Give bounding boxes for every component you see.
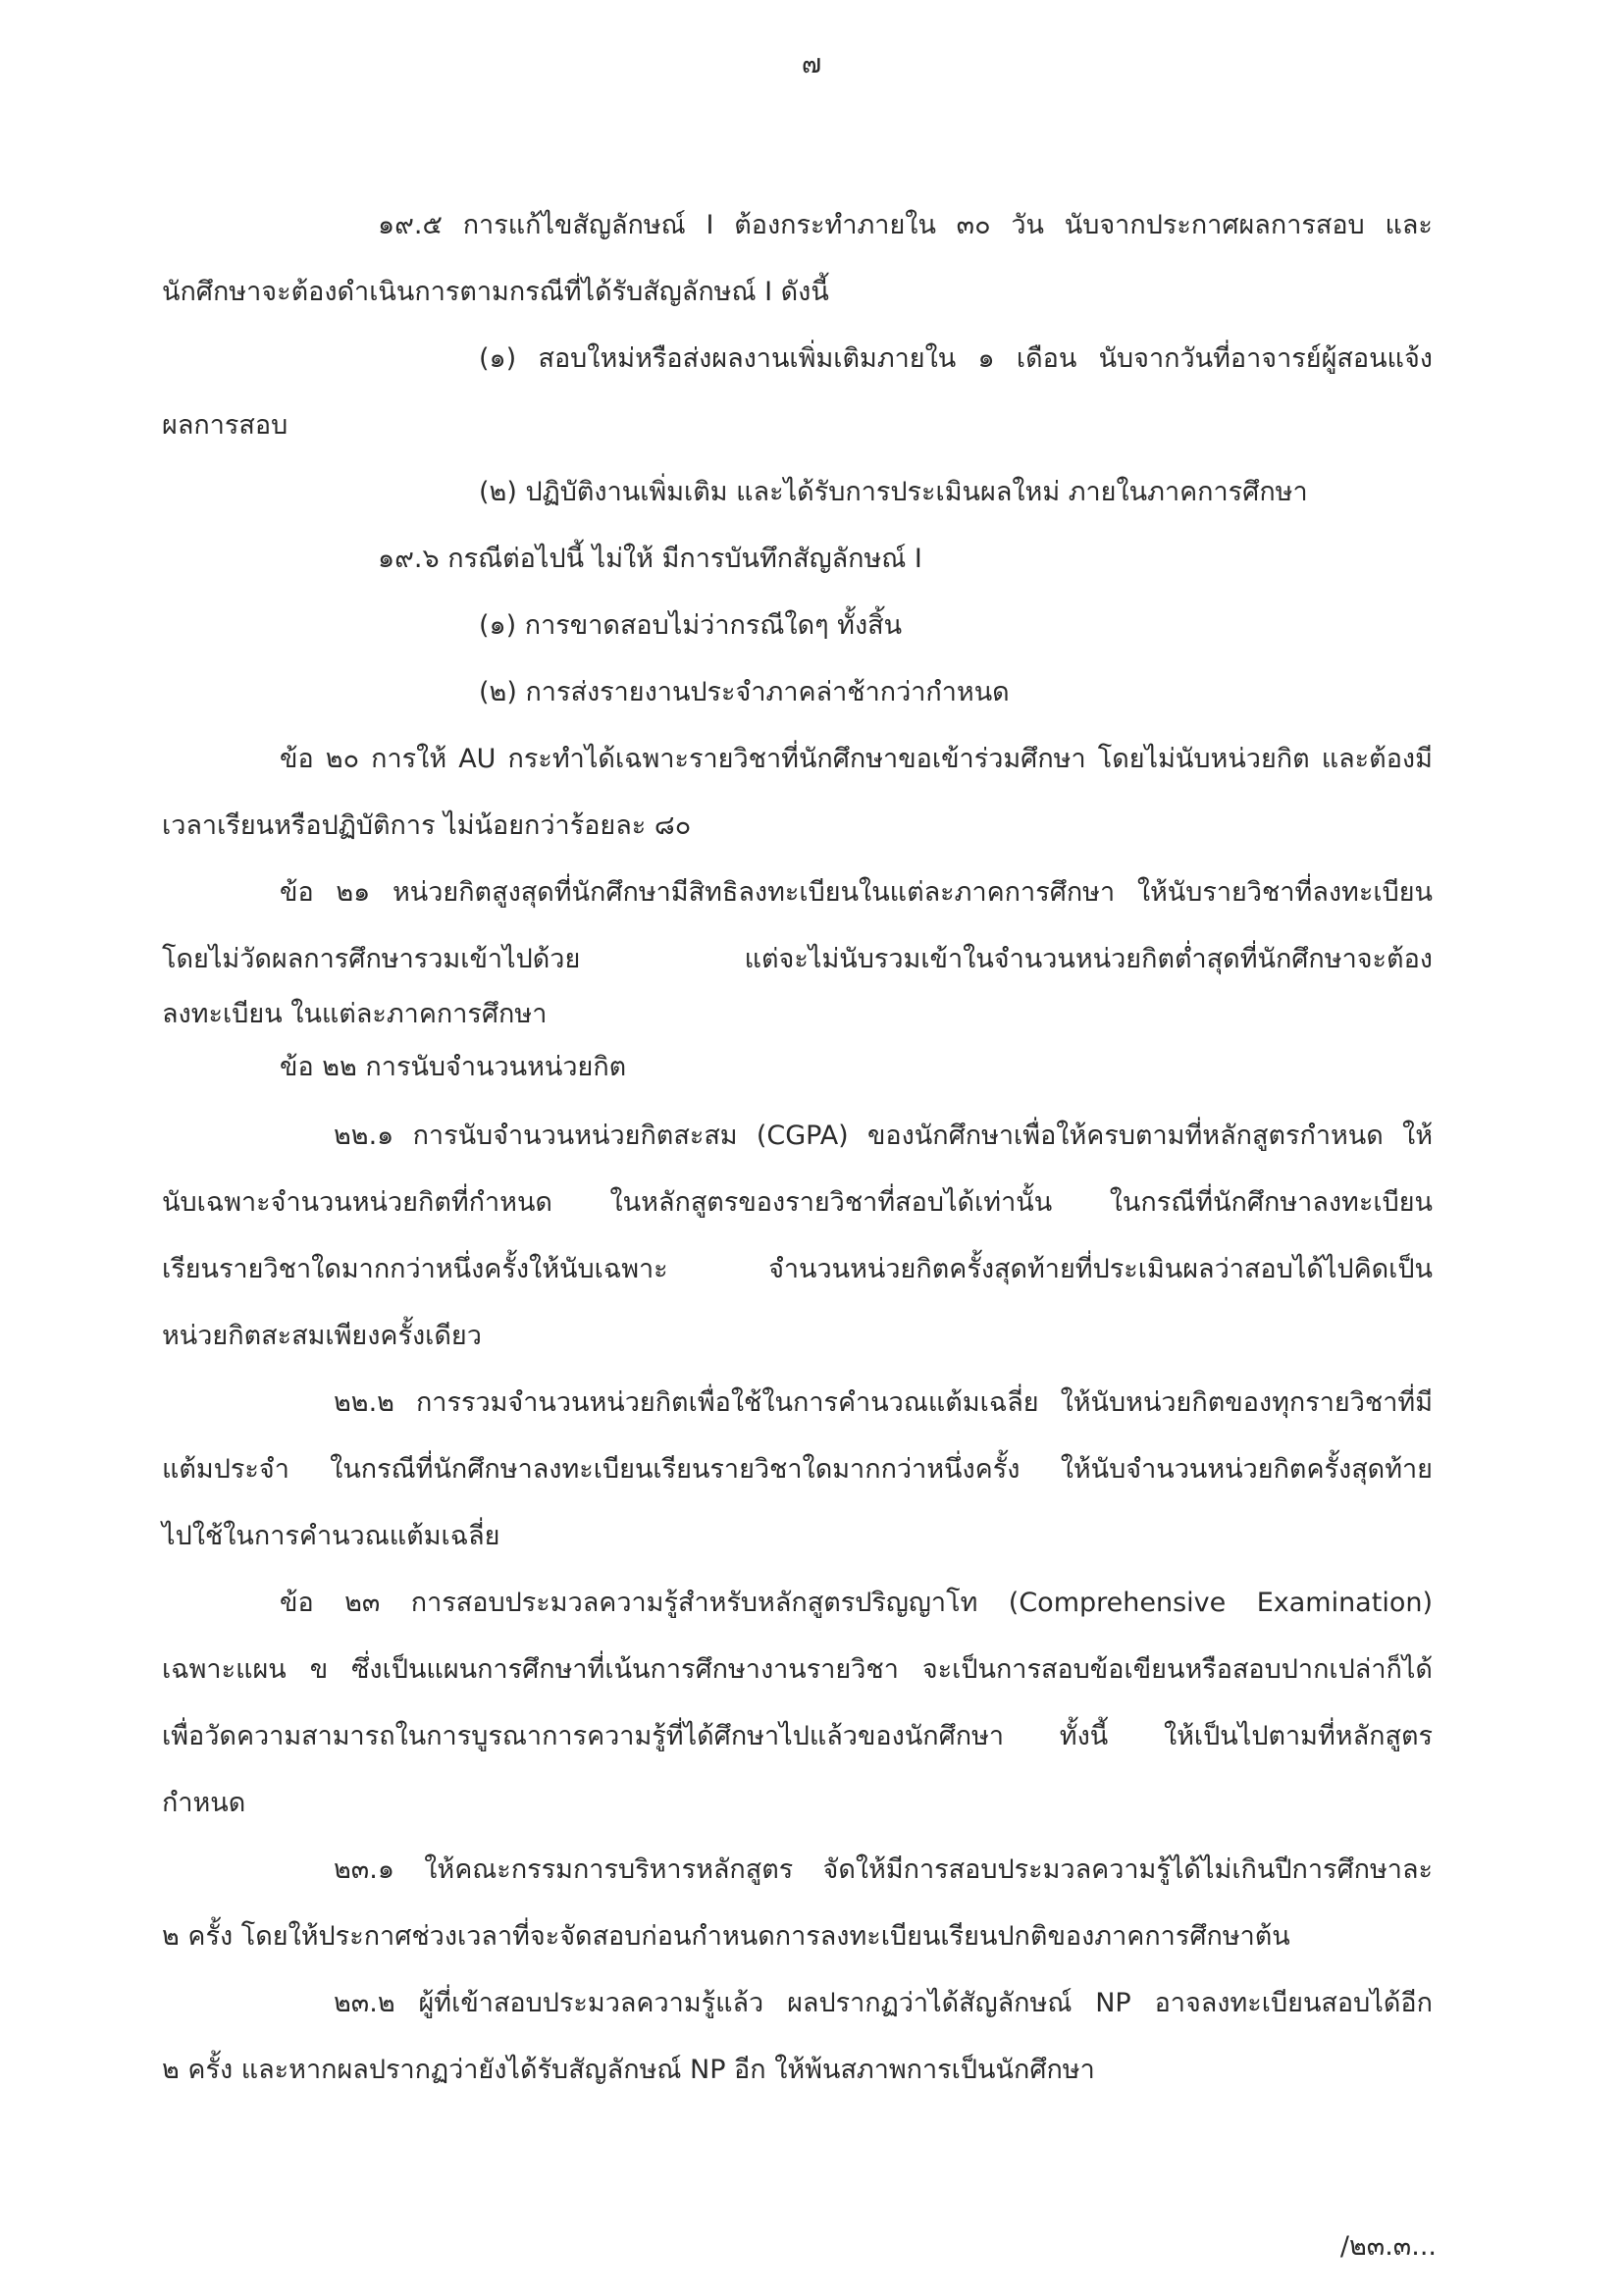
- text-word: และ: [1385, 210, 1433, 240]
- text-word: โดยไม่วัดผลการศึกษารวมเข้าไปด้วย: [162, 944, 581, 974]
- text-line: (๑) การขาดสอบไม่ว่ากรณีใดๆ ทั้งสิ้น: [479, 610, 903, 641]
- text-word: ให้: [1402, 1121, 1433, 1151]
- text-line: [0, 206, 1433, 249]
- text-word: ให้คณะกรรมการบริหารหลักสูตร: [424, 1854, 794, 1885]
- text-line: ลงทะเบียน ในแต่ละภาคการศึกษา: [162, 999, 548, 1029]
- text-word: นับเฉพาะจำนวนหน่วยกิตที่กำหนด: [162, 1187, 552, 1218]
- text-word: ๒๐: [325, 744, 360, 774]
- text-line: (๒) การส่งรายงานประจำภาคล่าช้ากว่ากำหนด: [479, 677, 1010, 707]
- continuation-reference: /๒๓.๓...: [1339, 2231, 1437, 2262]
- text-line: ๑๙.๖ กรณีต่อไปนี้ ไม่ให้ มีการบันทึกสัญลักษณ์ I: [378, 544, 922, 574]
- text-word: ข้อ: [280, 877, 314, 908]
- text-word: ผลปรากฏว่าได้สัญลักษณ์: [787, 1988, 1073, 2018]
- text-line: [0, 1717, 1433, 1760]
- text-word: ผู้ที่เข้าสอบประมวลความรู้แล้ว: [418, 1988, 764, 2018]
- text-word: การสอบประมวลความรู้สำหรับหลักสูตรปริญญาโท: [410, 1588, 978, 1618]
- text-line: หน่วยกิตสะสมเพียงครั้งเดียว: [162, 1321, 482, 1351]
- text-word: การรวมจำนวนหน่วยกิตเพื่อใช้ในการคำนวณแต้มเฉลี่ย: [415, 1387, 1039, 1418]
- text-word: ให้นับรายวิชาที่ลงทะเบียน: [1136, 877, 1433, 908]
- text-line: [0, 1450, 1433, 1493]
- text-word: ๑๙.๕: [378, 210, 443, 240]
- text-word: Examination): [1256, 1588, 1433, 1618]
- text-line: ๒ ครั้ง โดยให้ประกาศช่วงเวลาที่จะจัดสอบก่อนกำหนดการลงทะเบียนเรียนปกติของภาคการศึกษาต้น: [162, 1921, 1290, 1952]
- text-word: จำนวนหน่วยกิตครั้งสุดท้ายที่ประเมินผลว่าสอบได้ไปคิดเป็น: [768, 1254, 1433, 1284]
- text-line: ข้อ ๒๒ การนับจำนวนหน่วยกิต: [280, 1052, 627, 1082]
- text-line: [0, 1383, 1433, 1427]
- text-word: ทั้งนี้: [1059, 1721, 1109, 1751]
- text-word: ของนักศึกษาเพื่อให้ครบตามที่หลักสูตรกำหนด: [866, 1121, 1384, 1151]
- text-word: (๑): [479, 343, 517, 374]
- text-line: ไปใช้ในการคำนวณแต้มเฉลี่ย: [162, 1521, 500, 1551]
- text-word: ข: [309, 1654, 329, 1685]
- text-line: [0, 740, 1433, 783]
- text-word: โดยไม่นับหน่วยกิต: [1097, 744, 1310, 774]
- text-word: จะเป็นการสอบข้อเขียนหรือสอบปากเปล่าก็ได้: [921, 1654, 1433, 1685]
- text-word: และต้องมี: [1321, 744, 1433, 774]
- text-word: เฉพาะแผน: [162, 1654, 287, 1685]
- text-line: [0, 1650, 1433, 1694]
- text-line: ๒ ครั้ง และหากผลปรากฏว่ายังได้รับสัญลักษณ์ NP อีก ให้พ้นสภาพการเป็นนักศึกษา: [162, 2055, 1095, 2085]
- text-word: (CGPA): [756, 1121, 849, 1151]
- text-word: เดือน: [1016, 343, 1077, 374]
- text-line: กำหนด: [162, 1788, 246, 1818]
- text-word: จัดให้มีการสอบประมวลความรู้ได้ไม่เกินปีการศึกษาละ: [822, 1854, 1433, 1885]
- text-word: เรียนรายวิชาใดมากกว่าหนึ่งครั้งให้นับเฉพาะ: [162, 1254, 668, 1284]
- text-word: นับจากประกาศผลการสอบ: [1064, 210, 1365, 240]
- text-word: ๒๓.๑: [334, 1854, 394, 1885]
- text-word: ให้นับจำนวนหน่วยกิตครั้งสุดท้าย: [1060, 1454, 1433, 1485]
- text-word: ๒๓.๒: [334, 1988, 395, 2018]
- text-word: AU: [458, 744, 497, 774]
- text-word: สอบใหม่หรือส่งผลงานเพิ่มเติมภายใน: [538, 343, 957, 374]
- text-word: ข้อ: [280, 1588, 314, 1618]
- page-number: ๗: [801, 49, 822, 79]
- text-word: ๓๐: [956, 210, 991, 240]
- text-line: [0, 1984, 1433, 2027]
- text-word: ให้เป็นไปตามที่หลักสูตร: [1163, 1721, 1433, 1751]
- text-word: หน่วยกิตสูงสุดที่นักศึกษามีสิทธิลงทะเบียนในแต่ละภาคการศึกษา: [392, 877, 1116, 908]
- text-word: ในหลักสูตรของรายวิชาที่สอบได้เท่านั้น: [609, 1187, 1053, 1218]
- text-word: วัน: [1011, 210, 1044, 240]
- text-word: ๒๓: [344, 1588, 381, 1618]
- text-line: [0, 873, 1433, 916]
- text-word: นับจากวันที่อาจารย์ผู้สอนแจ้ง: [1098, 343, 1433, 374]
- text-word: ๑: [977, 343, 995, 374]
- text-line: [0, 339, 1433, 383]
- text-line: [0, 1584, 1433, 1627]
- text-word: แต่จะไม่นับรวมเข้าในจำนวนหน่วยกิตต่ำสุดที่นักศึกษาจะต้อง: [744, 944, 1433, 974]
- text-line: ผลการสอบ: [162, 410, 288, 441]
- text-line: (๒) ปฏิบัติงานเพิ่มเติม และได้รับการประเมินผลใหม่ ภายในภาคการศึกษา: [479, 477, 1308, 507]
- text-word: ในกรณีที่นักศึกษาลงทะเบียนเรียนรายวิชาใดมากกว่าหนึ่งครั้ง: [330, 1454, 1021, 1485]
- text-word: การนับจำนวนหน่วยกิตสะสม: [412, 1121, 738, 1151]
- text-word: ๒๑: [336, 877, 371, 908]
- text-line: [0, 940, 1433, 983]
- text-word: แต้มประจำ: [162, 1454, 289, 1485]
- text-word: ซึ่งเป็นแผนการศึกษาที่เน้นการศึกษางานรายวิชา: [351, 1654, 899, 1685]
- text-word: การแก้ไขสัญลักษณ์: [462, 210, 686, 240]
- text-word: เพื่อวัดความสามารถในการบูรณาการความรู้ที่ได้ศึกษาไปแล้วของนักศึกษา: [162, 1721, 1005, 1751]
- text-word: อาจลงทะเบียนสอบได้อีก: [1154, 1988, 1433, 2018]
- text-word: การให้: [371, 744, 447, 774]
- text-word: (Comprehensive: [1008, 1588, 1227, 1618]
- text-word: I: [706, 210, 714, 240]
- text-line: นักศึกษาจะต้องดำเนินการตามกรณีที่ได้รับสัญลักษณ์ I ดังนี้: [162, 277, 829, 307]
- text-line: [0, 1183, 1433, 1226]
- text-line: [0, 1117, 1433, 1160]
- text-line: [0, 1250, 1433, 1293]
- text-word: ข้อ: [280, 744, 314, 774]
- text-line: เวลาเรียนหรือปฏิบัติการ ไม่น้อยกว่าร้อยละ ๘๐: [162, 810, 692, 841]
- text-word: ให้นับหน่วยกิตของทุกรายวิชาที่มี: [1060, 1387, 1433, 1418]
- text-word: ๒๒.๒: [334, 1387, 394, 1418]
- text-word: กระทำได้เฉพาะรายวิชาที่นักศึกษาขอเข้าร่วมศึกษา: [507, 744, 1086, 774]
- text-line: [0, 1851, 1433, 1894]
- text-word: ๒๒.๑: [334, 1121, 394, 1151]
- text-word: NP: [1095, 1988, 1131, 2018]
- text-word: ต้องกระทำภายใน: [734, 210, 936, 240]
- text-word: ในกรณีที่นักศึกษาลงทะเบียน: [1109, 1187, 1433, 1218]
